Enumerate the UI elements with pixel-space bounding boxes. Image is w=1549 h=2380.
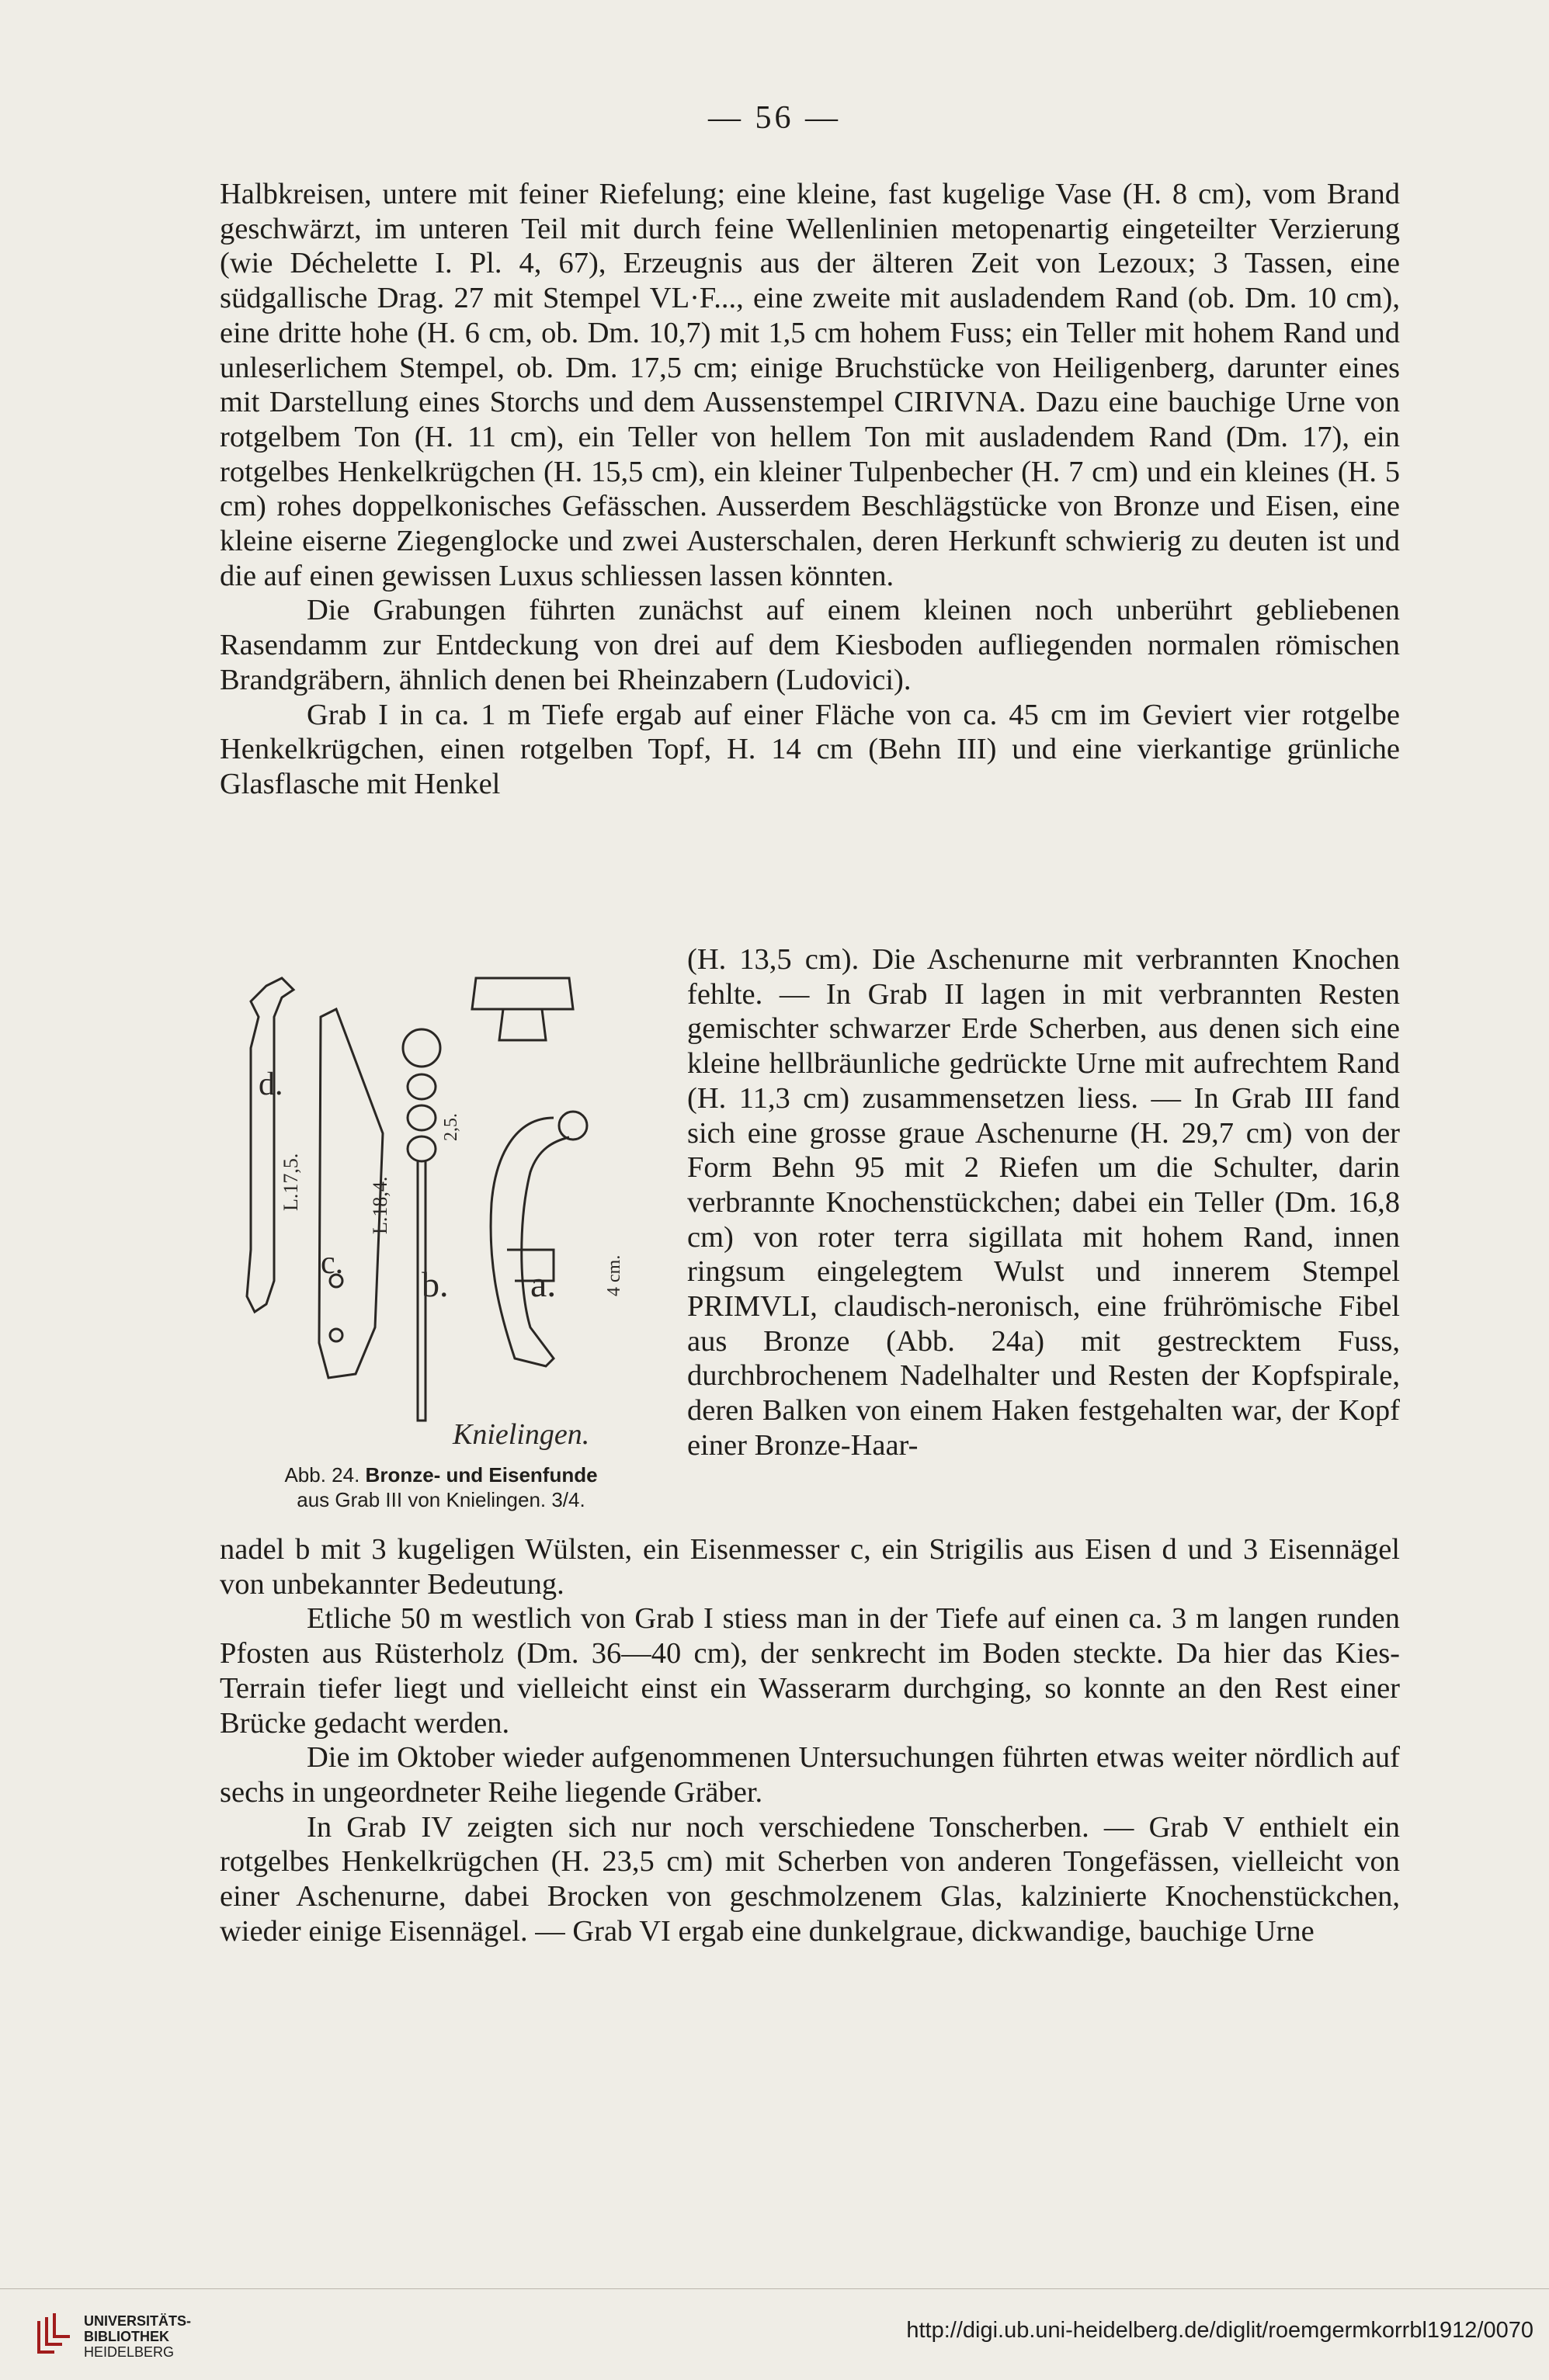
label-size-a: 4 cm. [604,1254,624,1296]
paragraph: Grab I in ca. 1 m Tiefe ergab auf einer Fläche von ca. 45 cm im Geviert vier rotgelbe Henkelkrügchen, einen rotgelben Topf, H. 14 cm (Behn III) und eine vierkantige grünliche Glasflasche mit Henkel [220,698,1400,800]
strigilis-d [247,978,293,1312]
hairpin-bead [408,1105,436,1130]
page-number: — 56 — [708,100,841,136]
hairpin-head [403,1029,440,1067]
paragraph: Etliche 50 m westlich von Grab I stiess man in der Tiefe auf einen ca. 3 m langen runden Pfosten aus Rüsterholz (Dm. 36—40 cm), der senkrecht im Boden steckte. Da hier das Kies-Terrain tiefer liegt und vielleicht einst ein Wasserarm durchging, so konnte an den Rest einer Brücke gedacht werden. [220,1602,1400,1740]
label-place: Knielingen. [453,1418,590,1451]
paragraph: nadel b mit 3 kugeligen Wülsten, ein Eisenmesser c, ein Strigilis aus Eisen d und 3 Eisennägel von unbekannter Bedeutung. [220,1533,1400,1601]
paragraph: In Grab IV zeigten sich nur noch verschiedene Tonscherben. — Grab V enthielt ein rotgelbes Henkelkrügchen (H. 23,5 cm) mit Scherben von anderen Tongefässen, vielleicht von einer Aschenurne, dabei Brocken von geschmolzenem Glas, kalzinierte Knochenstückchen, wieder einige Eisennägel. — Grab VI ergab eine dunkelgraue, dickwandige, bauchige Urne [220,1810,1400,1948]
paragraph: Die im Oktober wieder aufgenommenen Untersuchungen führten etwas weiter nördlich auf sechs in ungeordneter Reihe liegende Gräber. [220,1741,1400,1809]
library-logo[interactable] [31,2313,264,2368]
text-block-top [220,177,1400,802]
source-url-link[interactable]: http://digi.ub.uni-heidelberg.de/diglit/roemgermkorrbl1912/0070 [906,2318,1533,2343]
hairpin-bead [408,1074,436,1099]
label-a: a. [530,1264,557,1305]
paragraph: (H. 13,5 cm). Die Aschenurne mit verbrannten Knochen fehlte. — In Grab II lagen in mit verbrannten Resten gemischter schwarzer Erde Scherben, aus denen sich eine kleine hellbräunliche gedrückte Urne mit aufrechtem Rand (H. 11,3 cm) zusammensetzen liess. — In Grab III fand sich eine grosse graue Aschenurne (H. 29,7 cm) von der Form Behn 95 mit 2 Riefen um die Schulter, darin verbrannte Knochenstückchen; dabei ein Teller (Dm. 16,8 cm) von roter terra sigillata mit hohem Rand, innen ringsum eingelegtem Wulst und innerem Stempel PRIMVLI, claudisch-neronisch, eine frührömische Fibel aus Bronze (Abb. 24a) mit gestrecktem Fuss, durchbrochenem Nadelhalter und Resten der Kopfspirale, deren Balken von einem Haken festgehalten war, der Kopf einer Bronze-Haar- [687,943,1400,1462]
label-d: d. [259,1067,283,1102]
fibula-knob [559,1112,587,1140]
library-logo-icon [31,2313,78,2360]
library-logo-text [84,2313,191,2360]
caption-prefix: Abb. 24. [284,1463,360,1487]
label-b: b. [422,1265,449,1304]
hairpin-bead [408,1136,436,1161]
knife-rivet [330,1329,342,1341]
fibula-head [499,1009,546,1040]
text-wrap-block [687,942,1400,1463]
paragraph: Halbkreisen, untere mit feiner Riefelung; eine kleine, fast kugelige Vase (H. 8 cm), vom Brand geschwärzt, im unteren Teil mit durch feine Wellenlinien metopenartig eingeteilter Verzierung (wie Déchelette I. Pl. 4, 67), Erzeugnis aus der älteren Zeit von Lezoux; 3 Tassen, eine südgallische Drag. 27 mit Stempel VL·F..., eine zweite mit ausladendem Rand (ob. Dm. 10 cm), eine dritte hohe (H. 6 cm, ob. Dm. 10,7) mit 1,5 cm hohem Fuss; ein Teller mit hohem Rand und unleserlichem Stempel, ob. Dm. 17,5 cm; einige Bruchstücke von Heiligenberg, darunter eines mit Darstellung eines Storchs und dem Aussenstempel CIRIVNA. Dazu eine bauchige Urne von rotgelbem Ton (H. 11 cm), ein Teller von hellem Ton mit ausladendem Rand (Dm. 17), ein rotgelbes Henkelkrügchen (H. 15,5 cm), ein kleiner Tulpenbecher (H. 7 cm) und ein kleines (H. 5 cm) rohes doppelkonisches Gefässchen. Ausserdem Beschlägstücke von Bronze und Eisen, eine kleine eiserne Ziegenglocke und zwei Austerschalen, deren Herkunft schwierig zu deuten ist und die auf einen gewissen Luxus schliessen lassen könnten. [220,178,1400,592]
label-c: c. [321,1245,344,1281]
figure-drawing [220,955,670,1467]
label-length-c: L.18,4. [369,1176,391,1234]
figure-caption [220,1462,662,1512]
label-size-b: 2,5. [441,1113,461,1141]
paragraph: Die Grabungen führten zunächst auf einem kleinen noch unberührt gebliebenen Rasendamm zur Entdeckung von drei auf dem Kiesboden aufliegenden normalen römischen Brandgräbern, ähnlich denen bei Rheinzabern (Ludovici). [220,594,1400,696]
text-block-bottom [220,1532,1400,1948]
logo-line: HEIDELBERG [84,2344,175,2360]
logo-line: UNIVERSITÄTS- [84,2313,192,2329]
label-length-d: L.17,5. [280,1153,302,1211]
caption-rest: aus Grab III von Knielingen. 3/4. [297,1488,585,1511]
caption-bold: Bronze- und Eisenfunde [365,1463,598,1487]
footer-divider [0,2288,1549,2289]
logo-line: BIBLIOTHEK [84,2329,169,2344]
fibula-bow [491,1118,569,1366]
fibula-spring [472,978,573,1009]
